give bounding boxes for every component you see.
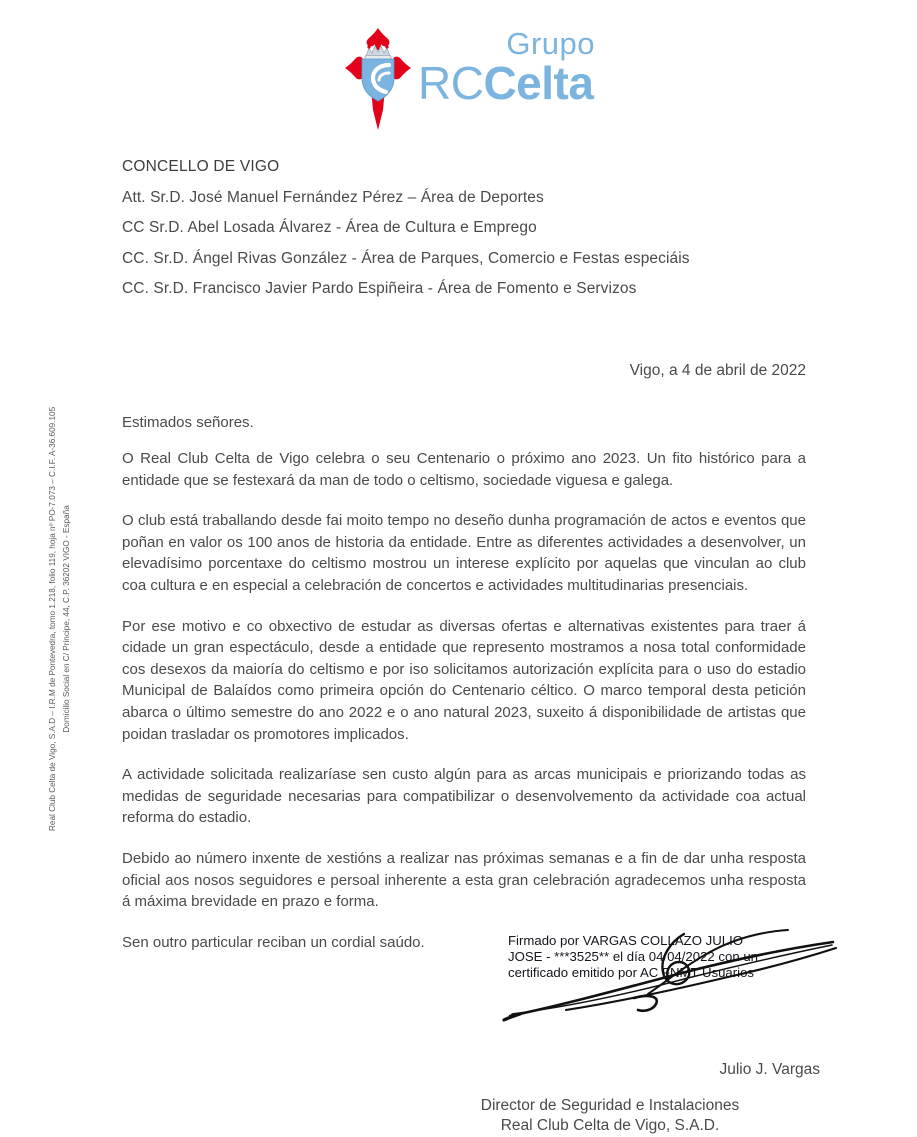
side-legal-line-1: Real Club Celta de Vigo, S.A.D – I.R.M de Pontevedra, tomo 1.218, folio 119, hoja nº PO-7.073 – C.I.F. A-36.609.105 bbox=[48, 406, 58, 832]
logo-wordmark bbox=[418, 26, 598, 109]
signer-name: Julio J. Vargas bbox=[719, 1061, 820, 1078]
logo-rccelta-text bbox=[418, 57, 598, 109]
signer-role bbox=[400, 1096, 820, 1137]
addressee-line-2: CC Sr.D. Abel Losada Álvarez - Área de Cultura e Emprego bbox=[122, 219, 537, 236]
addressee-line-1: Att. Sr.D. José Manuel Fernández Pérez – Área de Deportes bbox=[122, 188, 544, 206]
paragraph-2: O club está traballando desde fai moito tempo no deseño dunha programación de actos e eventos que poñan en valor os 100 anos de historia da entidade. Entre as diferentes actividades a desenvolver, un elevadísimo porcentaxe do celtismo mostrou un interese explícito por aquelas que vinculan ao club coa cultura e en especial a celebración de concertos e actividades multitudinarias presenciais. bbox=[122, 512, 806, 594]
paragraph-4: A actividade solicitada realizaríase sen custo algún para as arcas municipais e priorizando todas as medidas de seguridade necesarias para compatibilizar o desenvolvemento da actividade coa actual reforma do estadio. bbox=[122, 766, 806, 827]
digital-stamp-line-2: JOSE - ***3525** el día 04/04/2022 con un bbox=[508, 949, 759, 965]
digital-stamp-line-1: Firmado por VARGAS COLLAZO JULIO bbox=[508, 933, 743, 948]
paragraph-5: Debido ao número inxente de xestións a realizar nas próximas semanas e a fin de dar unha resposta oficial aos nosos seguidores e persoal inherente a esta gran celebración agradecemos unha resposta á máxima brevidade en prazo e forma. bbox=[122, 849, 806, 911]
paragraph-3: Por ese motivo e co obxectivo de estudar as diversas ofertas e alternativas existentes para traer á cidade un gran espectáculo, desde a entidade que represento mostramos a nosa total conformidade cos desexos da maioría do celtismo e por iso solicitamos autorización explícita para o uso do estadio Municipal de Balaídos como primeira opción do Centenario céltico. O marco temporal desta petición abarca o último semestre do ano 2022 e o ano natural 2023, suxeito á disponibilidade de artistas que poidan trasladar os promotores implicados. bbox=[122, 617, 806, 743]
signature-block bbox=[0, 928, 818, 1134]
paragraph-1: O Real Club Celta de Vigo celebra o seu Centenario o próximo ano 2023. Un fito histórico para a entidade que se festexará da man de todo o celtismo, sociedade viguesa e galega. bbox=[122, 450, 806, 489]
greeting-line: Estimados señores. bbox=[122, 414, 254, 431]
addressee-block bbox=[122, 158, 822, 311]
rc-celta-crest-icon bbox=[342, 26, 414, 132]
paragraph-6: Sen outro particular reciban un cordial saúdo. bbox=[122, 933, 425, 951]
addressee-heading: CONCELLO DE VIGO bbox=[122, 158, 280, 175]
logo-celta-text: Celta bbox=[483, 57, 594, 109]
digital-signature-stamp bbox=[508, 933, 808, 981]
signer-role-line-2: Real Club Celta de Vigo, S.A.D. bbox=[500, 1117, 720, 1135]
letterhead-logo bbox=[342, 14, 595, 129]
letter-paragraphs bbox=[122, 448, 806, 972]
logo-rc-text: RC bbox=[418, 57, 484, 109]
addressee-line-3: CC. Sr.D. Ángel Rivas González - Área de Parques, Comercio e Festas especiáis bbox=[122, 249, 690, 267]
logo-grupo-text: Grupo bbox=[506, 26, 595, 61]
side-legal-line-2: Domicilio Social en C/ Principe, 44, C.P. 36202 VIGO - España bbox=[62, 505, 71, 733]
side-legal-text bbox=[46, 299, 74, 939]
signer-role-line-1: Director de Seguridad e Instalaciones bbox=[480, 1097, 740, 1114]
date-line: Vigo, a 4 de abril de 2022 bbox=[629, 362, 806, 379]
digital-stamp-line-3: certificado emitido por AC FNMT Usuarios bbox=[508, 965, 755, 981]
addressee-line-4: CC. Sr.D. Francisco Javier Pardo Espiñeira - Área de Fomento e Servizos bbox=[122, 280, 637, 297]
